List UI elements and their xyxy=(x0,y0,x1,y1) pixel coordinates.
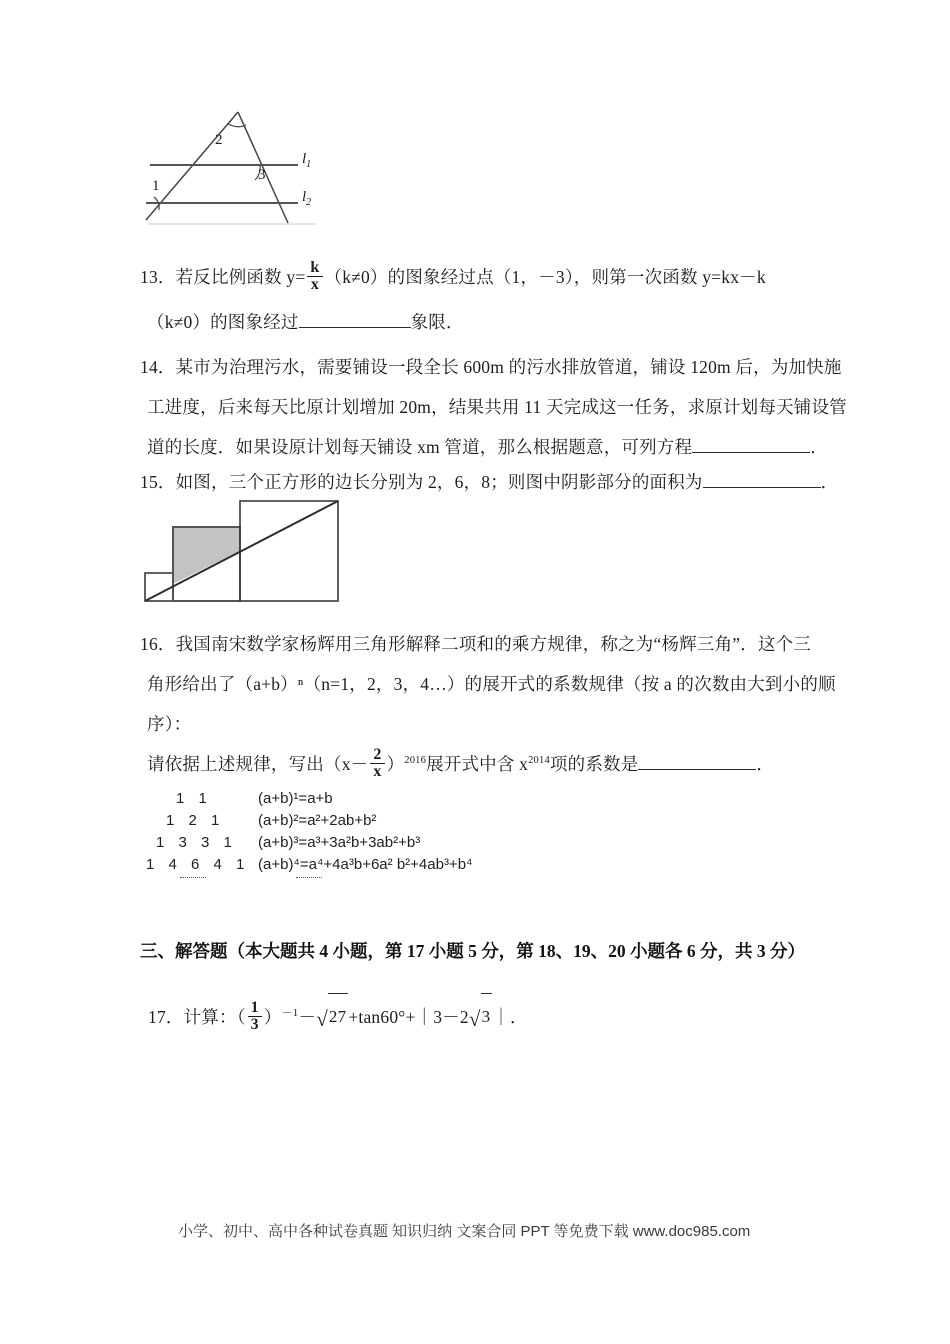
question-16-line-3 xyxy=(147,702,191,747)
q14-line2: 工进度，后来每天比原计划增加 20m，结果共用 11 天完成这一任务，求原计划每天铺设管 xyxy=(147,397,847,417)
line-label-l1: $l_1$ xyxy=(302,151,312,170)
question-17-line xyxy=(148,995,528,1042)
q16-line3: 序）： xyxy=(147,714,192,734)
q17-abs-close: ｜ xyxy=(492,1007,510,1027)
q13-answer-blank[interactable] xyxy=(299,327,411,328)
question-14-line-2 xyxy=(147,385,847,430)
q15-answer-blank[interactable] xyxy=(703,487,821,488)
q16-line4-d: 项的系数是 xyxy=(549,754,639,774)
pascal-row-3: 1 3 3 1 xyxy=(156,834,237,851)
q15-line1-a: ．如图，三个正方形的边长分别为 2，6，8；则图中阴影部分的面积为 xyxy=(157,472,703,492)
q17-label: ．计算： xyxy=(165,1007,237,1027)
q17-open-paren: （ xyxy=(236,1007,246,1027)
q13-text-a: ．若反比例函数 y= xyxy=(157,267,306,287)
q17-minus: － xyxy=(298,1007,317,1027)
pascal-dots-right xyxy=(296,876,322,878)
question-13-line-2 xyxy=(147,300,464,345)
pascal-expansion-1: (a+b)¹=a+b xyxy=(258,790,333,807)
q16-answer-blank[interactable] xyxy=(638,769,756,770)
question-16-line-1 xyxy=(140,622,811,667)
q16-exponent-2014: 2014 xyxy=(528,755,550,767)
q14-line3-b: ． xyxy=(810,437,828,457)
parallel-lines-triangle-figure xyxy=(138,98,328,228)
q14-line3-a: 道的长度．如果设原计划每天铺设 xm 管道，那么根据题意，可列方程 xyxy=(147,437,693,457)
q17-tan-term: +tan60° xyxy=(348,1007,406,1027)
three-squares-shaded-figure xyxy=(140,498,380,603)
question-16-line-4 xyxy=(147,742,774,787)
q16-line4-e: ． xyxy=(756,754,775,774)
q17-exponent: －1 xyxy=(281,1007,299,1020)
q16-line4-c: 展开式中含 x xyxy=(426,754,529,774)
page-footer: 小学、初中、高中各种试卷真题 知识归纳 文案合同 PPT 等免费下载 www.doc985.com xyxy=(178,1223,751,1240)
q17-number: 17 xyxy=(148,1007,166,1027)
q16-line1: ．我国南宋数学家杨辉用三角形解释二项和的乘方规律，称之为“杨辉三角”．这个三 xyxy=(157,634,812,654)
pascal-row-1: 1 1 xyxy=(176,790,212,807)
q17-close-paren: ） xyxy=(263,1007,282,1027)
q16-exponent-2016: 2016 xyxy=(404,755,427,767)
pascal-expansion-2: (a+b)²=a²+2ab+b² xyxy=(258,812,377,829)
angle-label-2: 2 xyxy=(215,132,223,148)
pascal-dots-left xyxy=(180,876,206,878)
question-13-line-1 xyxy=(140,255,766,300)
line-label-l2: $l_2$ xyxy=(302,189,312,208)
section-three-heading: 三、解答题（本大题共 4 小题，第 17 小题 5 分，第 18、19、20 小题各 6 分，共 3 分） xyxy=(140,941,805,961)
pascal-triangle-figure xyxy=(148,790,508,890)
question-14-line-1 xyxy=(140,345,842,390)
pascal-row-2: 1 2 1 xyxy=(166,812,225,829)
q17-period: ． xyxy=(510,1007,528,1027)
radical-3: √3 xyxy=(469,996,492,1042)
q13-line2-a: （k≠0）的图象经过 xyxy=(147,312,299,332)
fraction-k-over-x: $\frac{k}{x}$ xyxy=(307,260,322,294)
radical-27: √27 xyxy=(316,996,348,1042)
q14-answer-blank[interactable] xyxy=(692,452,810,453)
q17-abs-open: +｜3－2 xyxy=(405,1007,469,1027)
q13-number: 13 xyxy=(140,267,158,287)
pascal-expansion-4: (a+b)⁴=a⁴+4a³b+6a² b²+4ab³+b⁴ xyxy=(258,856,473,873)
q13-line2-b: 象限． xyxy=(410,312,464,332)
q15-number: 15 xyxy=(140,472,158,492)
q16-number: 16 xyxy=(140,634,158,654)
pascal-row-4: 1 4 6 4 1 xyxy=(146,856,250,873)
q16-line4-b: ） xyxy=(386,754,405,774)
q16-line4-a: 请依据上述规律，写出（x－ xyxy=(147,754,369,774)
fraction-1-over-3: $\frac{1}{3}$ xyxy=(248,1000,262,1034)
q16-line2: 角形给出了（a+b）ⁿ（n=1，2，3，4…）的展开式的系数规律（按 a 的次数由大到小的顺 xyxy=(147,674,836,694)
question-16-line-2 xyxy=(147,662,836,707)
q14-number: 14 xyxy=(140,357,158,377)
q13-text-b: （k≠0）的图象经过点（1，－3），则第一次函数 y=kx－k xyxy=(324,267,766,287)
q14-line1: ．某市为治理污水，需要铺设一段全长 600m 的污水排放管道，铺设 120m 后，为加快施 xyxy=(157,357,842,377)
angle-label-3: 3 xyxy=(258,167,266,183)
angle-label-1: 1 xyxy=(152,178,160,194)
q15-line1-b: ． xyxy=(820,472,839,492)
fraction-2-over-x: $\frac{2}{x}$ xyxy=(370,747,384,781)
pascal-expansion-3: (a+b)³=a³+3a²b+3ab²+b³ xyxy=(258,834,421,851)
